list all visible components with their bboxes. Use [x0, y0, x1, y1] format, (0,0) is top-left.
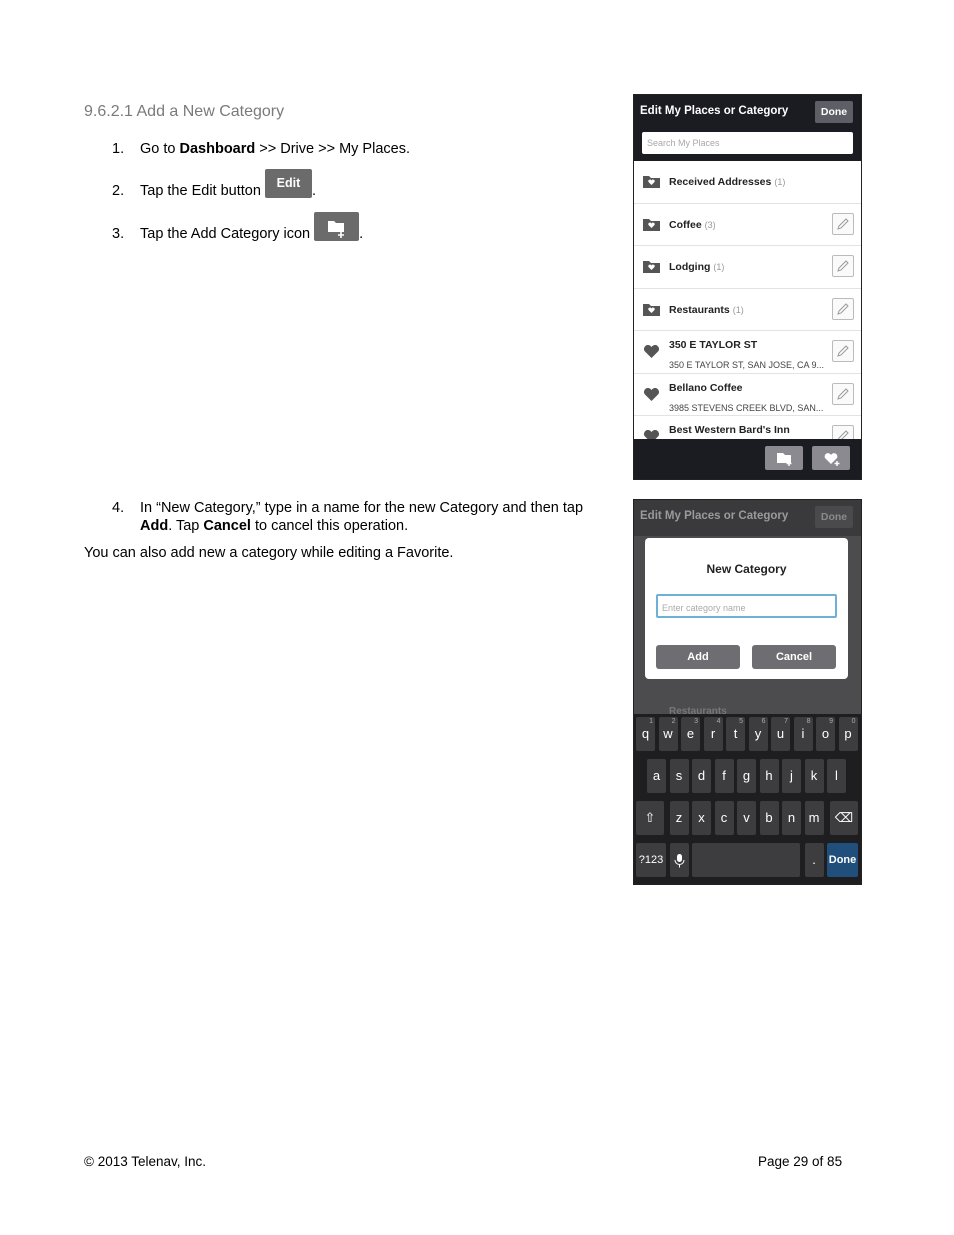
key-n[interactable]: n	[782, 801, 801, 835]
step-bold-cancel: Cancel	[203, 518, 251, 534]
done-button[interactable]: Done	[815, 506, 853, 528]
key-i[interactable]: 8 i	[794, 717, 813, 751]
pencil-icon[interactable]	[832, 213, 854, 235]
step-text: .	[311, 183, 316, 200]
step-text: In “New Category,” type in a name for the new Category and then tap	[140, 500, 584, 516]
key-k[interactable]: k	[805, 759, 824, 793]
key-z[interactable]: z	[670, 801, 689, 835]
key-j[interactable]: j	[782, 759, 801, 793]
list-item-address: 350 E TAYLOR ST, SAN JOSE, CA 9...	[669, 360, 825, 370]
heart-icon	[643, 345, 660, 358]
key-h[interactable]: h	[760, 759, 779, 793]
add-button[interactable]: Add	[656, 645, 740, 669]
key-w[interactable]: 2 w	[659, 717, 678, 751]
space-bar[interactable]	[692, 843, 800, 877]
key-l[interactable]: l	[827, 759, 846, 793]
keyboard-done-button[interactable]: Done	[827, 843, 858, 877]
done-button[interactable]: Done	[815, 101, 853, 123]
step-number: 4.	[112, 500, 125, 516]
step-2	[112, 169, 316, 198]
keyboard	[634, 714, 861, 884]
list-item[interactable]	[634, 204, 861, 247]
list-item[interactable]	[634, 331, 861, 374]
list-item-label: Restaurants (1)	[669, 303, 744, 316]
step-number: 3.	[112, 226, 125, 243]
step-text: Go to	[140, 141, 180, 157]
folder-heart-icon	[643, 175, 660, 188]
list-item[interactable]	[634, 416, 861, 439]
add-category-icon	[314, 212, 359, 241]
key-f[interactable]: f	[715, 759, 734, 793]
folder-heart-icon	[643, 303, 660, 316]
section-heading: 9.6.2.1 Add a New Category	[84, 103, 285, 120]
key-p[interactable]: 0 p	[839, 717, 858, 751]
background-list-label: Restaurants	[669, 706, 727, 714]
new-category-dialog	[645, 538, 848, 679]
add-favorite-icon[interactable]	[812, 446, 850, 470]
search-input[interactable]: Search My Places	[642, 132, 853, 154]
dimmed-list	[634, 536, 861, 714]
pencil-icon[interactable]	[832, 425, 854, 439]
screen-title: Edit My Places or Category	[640, 510, 789, 522]
key-v[interactable]: v	[737, 801, 756, 835]
heart-icon	[643, 388, 660, 401]
step-4	[112, 499, 602, 535]
step-text: .	[359, 226, 364, 243]
step-text: Tap the Add Category icon	[140, 226, 311, 243]
step-3	[112, 212, 363, 241]
shift-icon[interactable]: ⇧	[636, 801, 664, 835]
step-text: Tap the Edit button	[140, 183, 261, 200]
places-list	[634, 161, 861, 439]
key-t[interactable]: 5 t	[726, 717, 745, 751]
key-s[interactable]: s	[670, 759, 689, 793]
step-text: to cancel this operation.	[250, 518, 409, 534]
key-u[interactable]: 7 u	[771, 717, 790, 751]
key-g[interactable]: g	[737, 759, 756, 793]
key-b[interactable]: b	[760, 801, 779, 835]
key-q[interactable]: 1 q	[636, 717, 655, 751]
key-a[interactable]: a	[647, 759, 666, 793]
key-c[interactable]: c	[715, 801, 734, 835]
screenshot-edit-my-places	[633, 94, 862, 480]
list-item-label: Best Western Bard's Inn	[669, 424, 790, 436]
list-item-label: Received Addresses (1)	[669, 176, 786, 188]
pencil-icon[interactable]	[832, 340, 854, 362]
screen-title: Edit My Places or Category	[640, 105, 789, 117]
edit-button-label: Edit	[276, 176, 301, 190]
title-bar	[634, 95, 861, 161]
screenshot-new-category-dialog	[633, 499, 862, 885]
folder-heart-icon	[643, 218, 660, 231]
key-o[interactable]: 9 o	[816, 717, 835, 751]
pencil-icon[interactable]	[832, 383, 854, 405]
step-bold: Dashboard	[179, 141, 256, 157]
heart-icon	[643, 430, 660, 439]
dialog-title: New Category	[706, 562, 787, 576]
category-name-input[interactable]: Enter category name	[656, 594, 837, 618]
list-item[interactable]	[634, 289, 861, 332]
key-y[interactable]: 6 y	[749, 717, 768, 751]
step-text: . Tap	[168, 518, 204, 534]
list-item-label: Bellano Coffee	[669, 381, 743, 394]
symbols-key[interactable]: ?123	[636, 843, 666, 877]
list-item-label: 350 E TAYLOR ST	[669, 339, 758, 351]
footer-copyright: © 2013 Telenav, Inc.	[84, 1154, 207, 1169]
title-bar	[634, 500, 861, 536]
list-item-label: Coffee (3)	[669, 218, 716, 231]
list-item[interactable]	[634, 374, 861, 417]
list-item[interactable]	[634, 246, 861, 289]
step-bold-add: Add	[140, 518, 169, 534]
key-x[interactable]: x	[692, 801, 711, 835]
step-1	[112, 141, 410, 157]
list-item-label: Lodging (1)	[669, 261, 725, 273]
step-number: 1.	[112, 141, 125, 157]
period-key[interactable]: .	[805, 843, 824, 877]
backspace-icon[interactable]: ⌫	[830, 801, 858, 835]
edit-button-image	[265, 169, 312, 198]
note-paragraph: You can also add new a category while editing a Favorite.	[84, 545, 454, 561]
microphone-icon[interactable]	[670, 843, 689, 877]
step-text: >> Drive >> My Places.	[255, 141, 410, 157]
add-category-icon[interactable]	[765, 446, 803, 470]
folder-heart-icon	[643, 260, 660, 273]
cancel-button[interactable]: Cancel	[752, 645, 836, 669]
footer-page-number: Page 29 of 85	[758, 1154, 843, 1169]
key-d[interactable]: d	[692, 759, 711, 793]
key-m[interactable]: m	[805, 801, 824, 835]
list-item[interactable]	[634, 161, 861, 204]
bottom-toolbar	[634, 439, 861, 479]
step-number: 2.	[112, 183, 125, 200]
pencil-icon[interactable]	[832, 298, 854, 320]
pencil-icon[interactable]	[832, 255, 854, 277]
key-r[interactable]: 4 r	[704, 717, 723, 751]
list-item-address: 3985 STEVENS CREEK BLVD, SAN...	[669, 402, 824, 413]
key-e[interactable]: 3 e	[681, 717, 700, 751]
